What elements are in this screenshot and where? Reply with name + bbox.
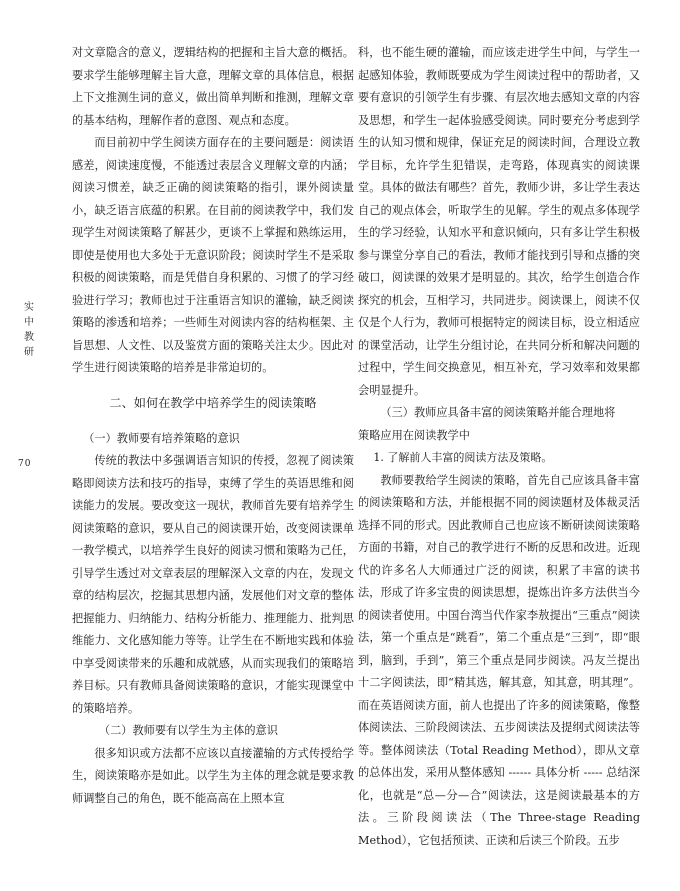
side-label-char: 中	[24, 317, 34, 328]
paragraph: 传统的教法中多强调语言知识的传授，忽视了阅读策略即阅读方法和技巧的指导，束缚了学生的英语思维和阅读能力的发展。要改变这一现状，教师首先要有培养学生阅读策略的意识，要从自己的阅读课开始，改变阅读课单一教学模式，以培养学生良好的阅读习惯和策略为己任，引导学生透过对文章表层的理解深入文章的内在，发现文章的结构层次，挖掘其思想内涵，发展他们对文章的整体把握能力、归纳能力、结构分析能力、推理能力、批判思维能力、文化感知能力等等。让学生在不断地实践和体验中享受阅读带来的乐趣和成就感，从而实现我们的策略培养目标。只有教师具备阅读策略的意识，才能实现课堂中的策略培养。	[72, 454, 354, 715]
paragraph: 教师要教给学生阅读的策略，首先自己应该具备丰富的阅读策略和方法，并能根据不同的阅读题材及体裁灵活选择不同的形式。因此教师自己也应该不断研读阅读策略方面的书籍，对自己的教学进行不断的反思和改进。近现代的许多名人大师通过广泛的阅读，积累了丰富的读书法，形成了许多宝贵的阅读思想，提炼出许多方法供当今的阅读者使用。中国台湾当代作家李敖提出“三重点”阅读法，第一个重点是“跳看”，第二个重点是“三到”，即“眼到，脑到，手到”，第三个重点是同步阅读。冯友兰提出十二字阅读法，即“精其选，解其意，知其意，明其理”。而在英语阅读方面，前人也提出了许多的阅读策略，像整体阅读法、三阶段阅读法、五步阅读法及提纲式阅读法等等。整体阅读法（Total Reading Method），即从文章的总体出发，采用从整体感知 ------ 具体分析 ----- 总结深化，也就是“总—分—合”阅读法，这是阅读最基本的方法。三阶段阅读法（The Three-stage Reading Method），它包括预读、正读和后读三个阶段。五步	[358, 473, 640, 847]
right-column	[358, 42, 640, 852]
side-label-char: 实	[24, 302, 34, 313]
journal-side-label	[22, 300, 36, 360]
subsection-heading: （二）教师要有以学生为主体的意识	[98, 724, 278, 737]
paragraph: 科，也不能生硬的灌输，而应该走进学生中间，与学生一起感知体验，教师既要成为学生阅读过程中的帮助者，又要有意识的引领学生有步骤、有层次地去感知文章的内容及思想，和学生一起体验感受阅读。同时要充分考虑到学生的认知习惯和规律，保证充足的阅读时间，合理设立教学目标，允许学生犯错误，走弯路，体现真实的阅读课堂。具体的做法有哪些？首先，教师少讲，多让学生表达自己的观点体会，听取学生的见解。学生的观点多体现学生的学习经验，认知水平和意识倾向，只有多让学生积极参与课堂分享自己的看法，教师才能找到引导和点播的突破口，阅读课的效果才是明显的。其次，给学生创造合作探究的机会，互相学习，共同进步。阅读课上，阅读不仅仅是个人行为，教师可根据特定的阅读目标，设立相适应的课堂活动，让学生分组讨论，在共同分析和解决问题的过程中，学生间交换意见，相互补充，学习效率和效果都会明显提升。	[358, 46, 640, 397]
paragraph: 很多知识或方法都不应该以直接灌输的方式传授给学生，阅读策略亦是如此。以学生为主体的理念就是要求教师调整自己的角色，既不能高高在上照本宣	[72, 746, 354, 805]
left-column	[72, 42, 354, 810]
paragraph: 对文章隐含的意义，逻辑结构的把握和主旨大意的概括。要求学生能够理解主旨大意，理解文章的具体信息，根据上下文推测生词的意义，做出简单判断和推测，理解文章的基本结构，理解作者的意图、观点和态度。	[72, 46, 354, 127]
paragraph: 而目前初中学生阅读方面存在的主要问题是：阅读语感差，阅读速度慢，不能透过表层含义理解文章的内涵；阅读习惯差，缺乏正确的阅读策略的指引，课外阅读量小，缺乏语言底蕴的积累。在目前的阅读教学中，我们发现学生对阅读策略了解甚少，更谈不上掌握和熟练运用，即使是使用也大多处于无意识阶段；阅读时学生不是采取积极的阅读策略，而是凭借自身积累的、习惯了的学习经验进行学习；教师也过于注重语言知识的灌输，缺乏阅读策略的渗透和培养；一些师生对阅读内容的结构框架、主旨思想、人文性、以及鉴赏方面的策略关注太少。因此对学生进行阅读策略的培养是非常迫切的。	[72, 136, 354, 374]
section-heading: 二、如何在教学中培养学生的阅读策略	[109, 395, 317, 410]
subsection-heading: （一）教师要有培养策略的意识	[83, 431, 240, 445]
side-label-char: 教	[24, 332, 34, 343]
subsection-heading: （三）教师应具备丰富的阅读策略并能合理地将	[380, 406, 616, 419]
side-label-char: 研	[24, 347, 34, 358]
subsection-heading-continued: 策略应用在阅读教学中	[358, 428, 470, 442]
numbered-heading: 1. 了解前人丰富的阅读方法及策略。	[373, 451, 553, 464]
page-number: 70	[18, 459, 32, 469]
